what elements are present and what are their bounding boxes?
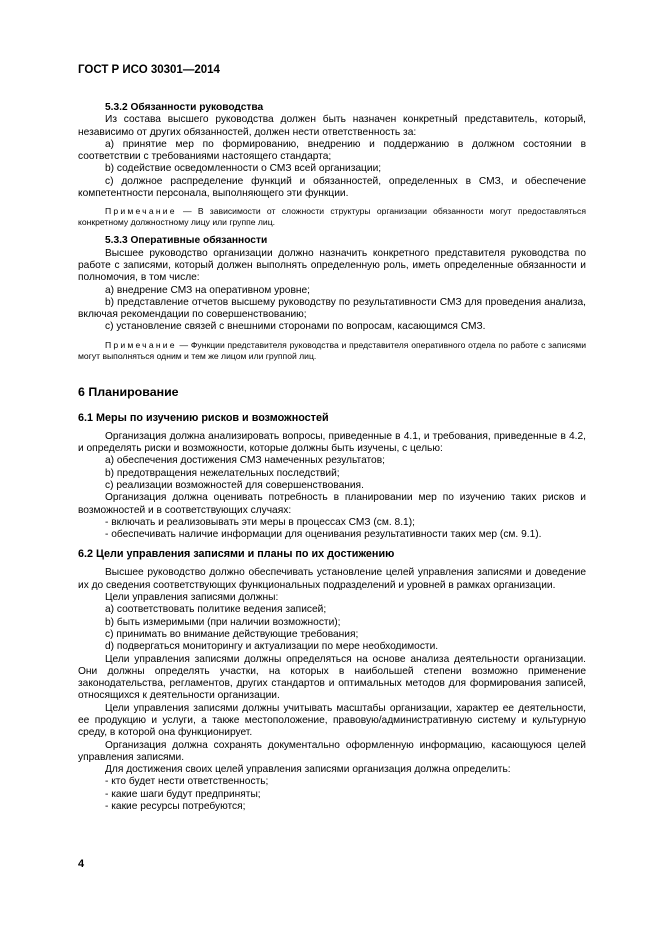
paragraph: Из состава высшего руководства должен быть назначен конкретный представитель, который, независимо от других обязанностей, должен нести ответственность за: [78,114,586,138]
section-5-3-2-title: 5.3.2 Обязанности руководства [105,102,264,113]
paragraph: Цели управления записями должны учитывать масштабы организации, характер ее деятельности, ее продукцию и услуги, а также местоположение, правовую/административную систему и культурную среду, в которой она функционирует. [78,702,586,739]
note-label: Примечание [105,206,177,217]
paragraph: Организация должна сохранять документально оформленную информацию, касающуюся целей управления записями. [78,739,586,763]
list-item: b) содействие осведомленности о СМЗ всей организации; [105,163,382,175]
paragraph: Для достижения своих целей управления записями организация должна определить: [105,764,511,776]
section-6-title: 6 Планирование [78,384,179,399]
list-item: a) принятие мер по формированию, внедрению и поддержанию в должном состоянии в соответствии с требованиями настоящего стандарта; [78,138,586,163]
paragraph: Высшее руководство должно обеспечивать установление целей управления записями и доведение их до сведения соответствующих функциональных подразделений и уровней в рамках организации. [78,567,586,591]
list-item: c) реализации возможностей для совершенствования. [105,479,364,491]
page-body [78,102,586,813]
section-6-1-title: 6.1 Меры по изучению рисков и возможностей [78,411,329,424]
list-item: d) подвергаться мониторингу и актуализации по мере необходимости. [105,641,439,653]
paragraph: Высшее руководство организации должно назначить конкретного представителя руководства по работе с записями, который должен выполнять определенную роль, иметь определенные обязанности и полномочия, в том числе: [78,247,586,284]
list-item: - обеспечивать наличие информации для оценивания результативности таких мер (см. 9.1). [105,529,542,541]
list-item: - какие шаги будут предприняты; [105,788,261,800]
paragraph: Организация должна анализировать вопросы, приведенные в 4.1, и требования, приведенные в 4.2, и определять риски и возможности, которые должны быть изучены, с целью: [78,430,586,455]
page-number: 4 [78,858,85,870]
note-text: — В зависимости от сложности структуры организации обязанности могут предоставляться конкретному должностному лицу или группе лиц. [78,206,586,228]
document-header: ГОСТ Р ИСО 30301—2014 [78,64,220,76]
list-item: - включать и реализовывать эти меры в процессах СМЗ (см. 8.1); [105,516,415,528]
list-item: a) внедрение СМЗ на оперативном уровне; [105,284,310,296]
section-5-3-3-title: 5.3.3 Оперативные обязанности [105,235,268,247]
list-item: а) обеспечения достижения СМЗ намеченных результатов; [105,455,385,467]
note-label: Примечание [105,339,177,350]
list-item: c) должное распределение функций и обязанностей, определенных в СМЗ, и обеспечение компетентности персонала, выполняющего эти функции. [78,175,586,200]
section-6-2-title: 6.2 Цели управления записями и планы по их достижению [78,548,395,561]
list-item: b) представление отчетов высшему руководству по результативности СМЗ для проведения анализа, включая рекомендации по совершенствованию; [78,296,586,321]
note-text: — Функции представителя руководства и представителя оперативного отдела по работе с записями могут выполняться одним и тем же лицом или группой лиц. [78,339,586,361]
list-item: b) предотвращения нежелательных последствий; [105,467,340,479]
list-item: c) установление связей с внешними сторонами по вопросам, касающимся СМЗ. [105,321,486,333]
paragraph: Цели управления записями должны: [105,592,279,604]
note [78,206,586,228]
list-item: - какие ресурсы потребуются; [105,801,246,813]
paragraph: Цели управления записями должны определяться на основе анализа деятельности организации. Они должны определять участки, на которых в наибольшей степени возможно применение законодательства, регламентов, других стандартов и оптимальных методов для формирования записей, относящихся к деятельности организации. [78,653,586,702]
list-item: b) быть измеримыми (при наличии возможности); [105,616,341,628]
list-item: а) соответствовать политике ведения записей; [105,604,327,616]
list-item: - кто будет нести ответственность; [105,776,269,788]
note [78,340,586,362]
list-item: c) принимать во внимание действующие требования; [105,628,359,640]
paragraph: Организация должна оценивать потребность в планировании мер по изучению таких рисков и возможностей и в соответствующих случаях: [78,492,586,516]
